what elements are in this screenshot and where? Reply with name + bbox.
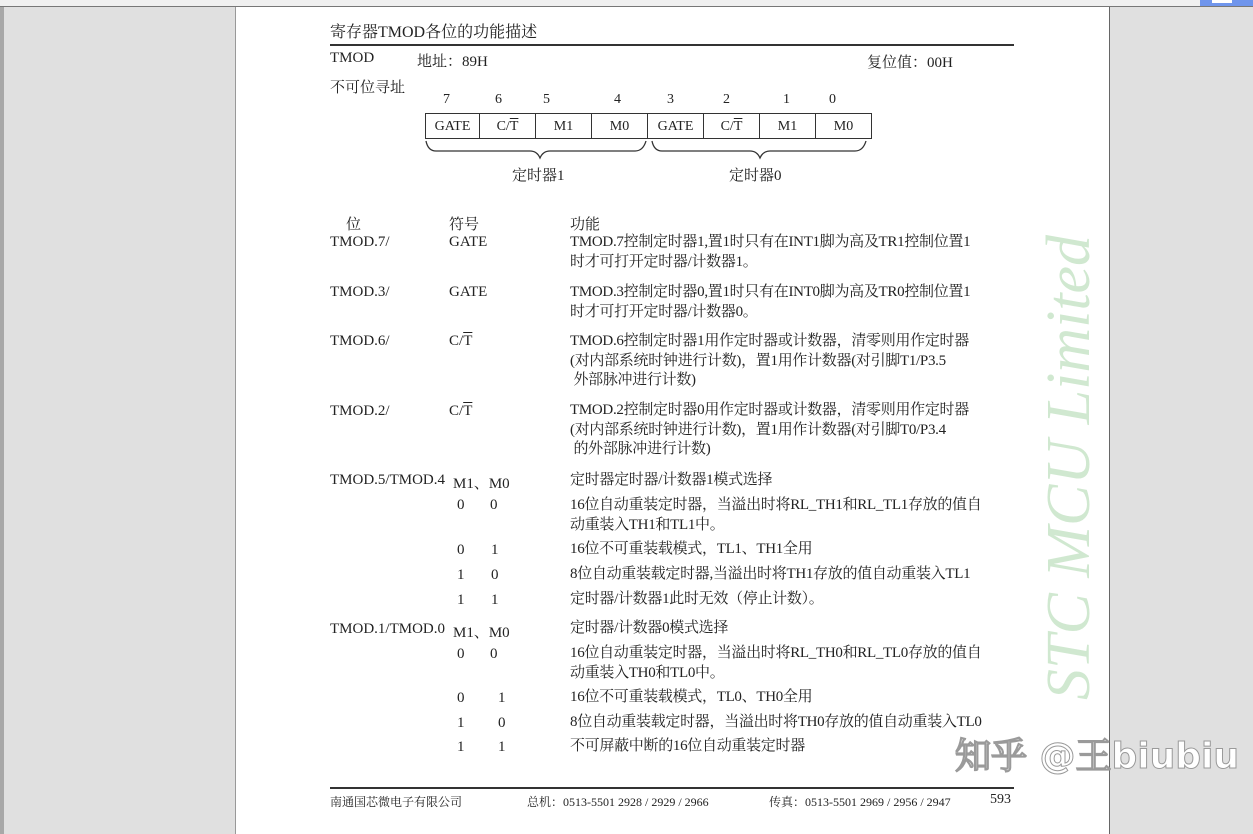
row-symbol: M1、M0	[453, 476, 510, 492]
mode-title: 定时器定时器/计数器1模式选择	[570, 472, 773, 488]
register-bit-diagram	[425, 113, 872, 139]
register-address: 地址：89H	[417, 54, 488, 70]
title-rule	[330, 44, 1014, 46]
row-bit: TMOD.1/TMOD.0	[330, 621, 445, 637]
bit-number: 7	[443, 92, 450, 107]
row-symbol: $C/\overline{T}$	[449, 403, 473, 419]
bit-number: 0	[829, 92, 836, 107]
row-bit: TMOD.7/	[330, 234, 390, 250]
mode-desc: 8位自动重装载定时器，当溢出时将TH0存放的值自动重装入TL0	[570, 714, 982, 730]
timer1-group-label: 定时器1	[512, 168, 565, 184]
toolbar-button[interactable]	[1200, 0, 1253, 6]
mode-desc: 不可屏蔽中断的16位自动重装定时器	[570, 738, 805, 754]
bit-cell: M1	[760, 114, 816, 138]
footer-fax: 传真：0513-5501 2969 / 2956 / 2947	[769, 795, 951, 809]
mode-desc: 8位自动重装载定时器,当溢出时将TH1存放的值自动重装入TL1	[570, 566, 971, 582]
left-panel-handle[interactable]	[0, 7, 4, 834]
bit-cell: M0	[833, 119, 854, 134]
row-bit: TMOD.6/	[330, 333, 390, 349]
mode-desc: 16位自动重装定时器，当溢出时将RL_TH0和RL_TL0存放的值自 动重装入TH0和TL0中。	[570, 645, 982, 681]
m0-value: 0	[491, 567, 499, 583]
bit-number: 1	[783, 92, 790, 107]
header-function: 功能	[570, 217, 601, 233]
m1-value: 1	[457, 739, 465, 755]
bit-number: 4	[614, 92, 621, 107]
bit-number: 2	[723, 92, 730, 107]
reset-value: 复位值：00H	[867, 55, 953, 71]
m0-value: 0	[490, 646, 498, 662]
row-function: TMOD.7控制定时器1,置1时只有在INT1脚为高及TR1控制位置1 时才可打开定时器/计数器1。	[570, 234, 971, 270]
bit-number: 6	[495, 92, 502, 107]
m0-value: 1	[498, 739, 506, 755]
row-bit: TMOD.5/TMOD.4	[330, 472, 445, 488]
m1-value: 1	[457, 567, 465, 583]
section-title: 寄存器TMOD各位的功能描述	[330, 24, 538, 41]
bit-cell: $C/\overline{T}$	[704, 114, 760, 138]
row-symbol: GATE	[449, 234, 488, 250]
zhihu-watermark: 知乎 @王biubiu	[955, 736, 1240, 777]
m0-value: 0	[490, 497, 498, 513]
mode-desc: 16位不可重装载模式，TL0、TH0全用	[570, 689, 813, 705]
row-function: TMOD.2控制定时器0用作定时器或计数器，清零则用作定时器 (对内部系统时钟进行计数)，置1用作计数器(对引脚T0/P3.4 的外部脉冲进行计数)	[570, 402, 969, 457]
group-braces	[420, 138, 880, 160]
row-symbol: GATE	[449, 284, 488, 300]
m0-value: 1	[498, 690, 506, 706]
mode-desc: 16位不可重装载模式，TL1、TH1全用	[570, 541, 813, 557]
footer-phone: 总机：0513-5501 2928 / 2929 / 2966	[527, 795, 709, 809]
bit-cell: $C/\overline{T}$	[480, 114, 536, 138]
addressing-note: 不可位寻址	[330, 80, 406, 96]
m1-value: 0	[457, 497, 465, 513]
timer0-group-label: 定时器0	[729, 168, 782, 184]
footer-rule	[330, 787, 1014, 789]
mode-desc: 定时器/计数器1此时无效（停止计数）。	[570, 591, 824, 607]
footer-company: 南通国芯微电子有限公司	[330, 795, 463, 809]
m0-value: 1	[491, 592, 499, 608]
mode-title: 定时器/计数器0模式选择	[570, 620, 729, 636]
register-name: TMOD	[330, 50, 375, 66]
m0-value: 1	[491, 542, 499, 558]
header-symbol: 符号	[449, 217, 480, 233]
stc-watermark: STC MCU Limited	[1035, 234, 1103, 700]
row-symbol: M1、M0	[453, 625, 510, 641]
bit-number: 5	[543, 92, 550, 107]
m1-value: 0	[457, 646, 465, 662]
bit-cell: GATE	[648, 114, 704, 138]
bit-cell: M0	[592, 114, 648, 138]
row-function: TMOD.3控制定时器0,置1时只有在INT0脚为高及TR0控制位置1 时才可打开定时器/计数器0。	[570, 284, 971, 320]
row-bit: TMOD.2/	[330, 403, 390, 419]
m1-value: 1	[457, 592, 465, 608]
row-function: TMOD.6控制定时器1用作定时器或计数器，清零则用作定时器 (对内部系统时钟进行计数)，置1用作计数器(对引脚T1/P3.5 外部脉冲进行计数)	[570, 333, 969, 388]
viewer-toolbar	[0, 0, 1253, 7]
bit-number: 3	[667, 92, 674, 107]
bit-cell: M1	[536, 114, 592, 138]
header-bit: 位	[346, 217, 362, 233]
m0-value: 0	[498, 715, 506, 731]
page-number: 593	[990, 792, 1011, 807]
m1-value: 0	[457, 542, 465, 558]
row-bit: TMOD.3/	[330, 284, 390, 300]
row-symbol: $C/\overline{T}$	[449, 333, 473, 349]
bit-cell: GATE	[426, 114, 480, 138]
m1-value: 1	[457, 715, 465, 731]
mode-desc: 16位自动重装定时器，当溢出时将RL_TH1和RL_TL1存放的值自 动重装入TH1和TL1中。	[570, 497, 982, 533]
m1-value: 0	[457, 690, 465, 706]
